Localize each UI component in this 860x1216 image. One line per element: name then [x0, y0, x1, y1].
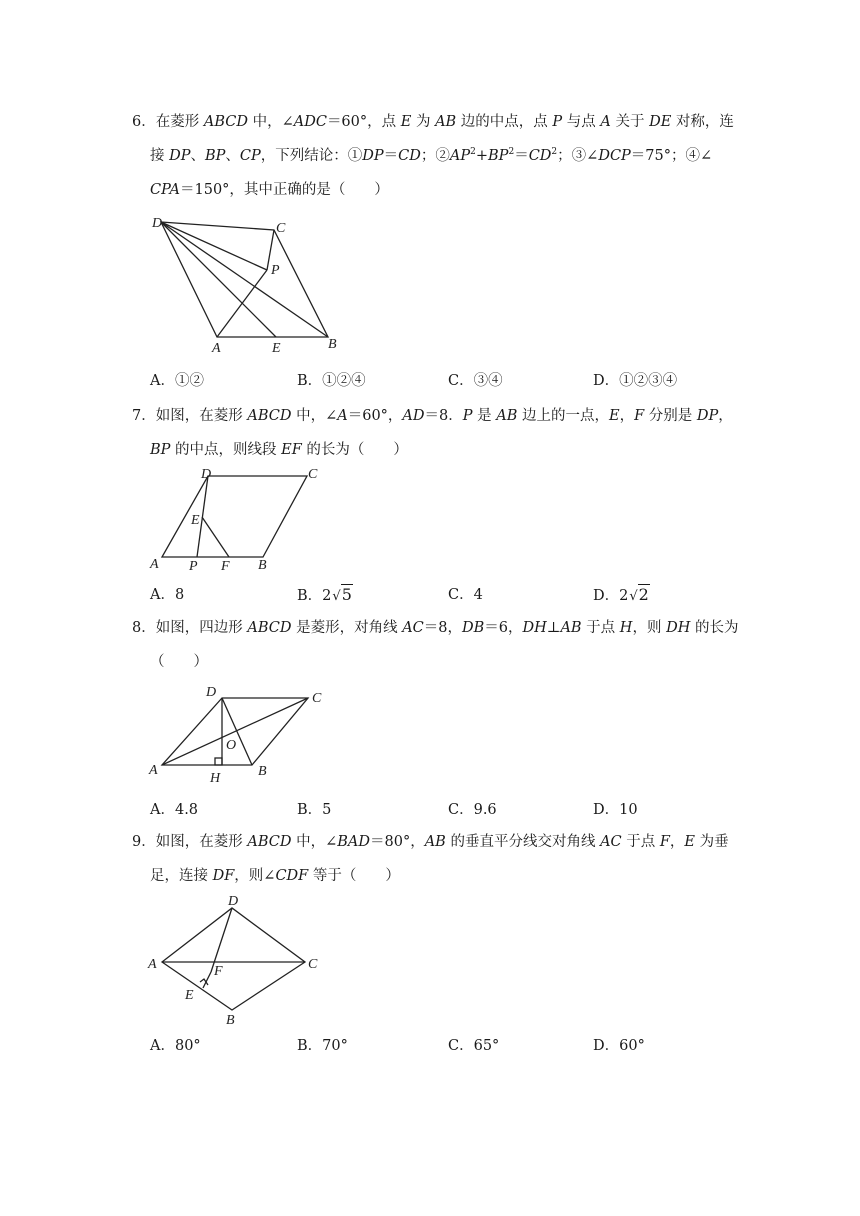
q8-text-line-1: 8．如图，四边形 ABCD 是菱形，对角线 AC＝8，DB＝6，DH⊥AB 于点 H，则 DH 的长为	[132, 620, 739, 636]
q9-option-c[interactable]: C．65°	[448, 1038, 500, 1054]
q8-label-o: O	[226, 738, 237, 753]
q8-option-c[interactable]: C．9.6	[448, 802, 497, 818]
q7-option-d-radicand: 2	[638, 585, 649, 604]
q9-label-c: C	[308, 957, 318, 972]
q9-label-a: A	[148, 957, 157, 972]
q7-label-f: F	[221, 559, 230, 574]
q8-label-h: H	[210, 771, 221, 786]
q9-option-b[interactable]: B．70°	[297, 1038, 348, 1054]
q8-figure	[140, 680, 340, 790]
q9-text-line-1: 9．如图，在菱形 ABCD 中，∠BAD＝80°，AB 的垂直平分线交对角线 AC 于点 F，E 为垂	[132, 834, 729, 850]
q7-label-c: C	[308, 467, 318, 482]
q6-option-c[interactable]: C．③④	[448, 373, 503, 389]
q7-option-b-radicand: 5	[341, 585, 352, 604]
q9-option-a[interactable]: A．80°	[150, 1038, 201, 1054]
q8-label-d: D	[206, 685, 217, 700]
q8-option-a[interactable]: A．4.8	[150, 802, 199, 818]
q8-text-line-2: （ ）	[150, 654, 208, 670]
q7-option-c[interactable]: C．4	[448, 587, 483, 603]
q7-text-line-2: BP 的中点，则线段 EF 的长为（ ）	[150, 442, 408, 458]
sqrt-symbol: √	[629, 589, 638, 604]
q9-option-d[interactable]: D．60°	[593, 1038, 645, 1054]
q6-text-line-2: 接 DP、BP、CP，下列结论：①DP＝CD；$②AP^2+BP^2=CD^2$；③∠DCP＝75°；④∠	[150, 147, 713, 164]
q9-text-line-2: 足，连接 DF，则∠CDF 等于（ ）	[150, 868, 400, 884]
q6-option-d[interactable]: D．①②③④	[593, 373, 678, 389]
q7-label-b: B	[258, 558, 267, 573]
q7-text-line-1: 7．如图，在菱形 ABCD 中，∠A＝60°，AD＝8．P 是 AB 边上的一点，E，F 分别是 DP，	[132, 408, 733, 424]
q8-label-b: B	[258, 764, 267, 779]
q8-option-d[interactable]: D．10	[593, 802, 638, 818]
q9-label-e: E	[185, 988, 194, 1003]
q6-text-line-1: 6．在菱形 ABCD 中，∠ADC＝60°，点 E 为 AB 边的中点，点 P 与点 A 关于 DE 对称，连	[132, 114, 734, 130]
q8-label-a: A	[149, 763, 158, 778]
q6-label-d: D	[152, 216, 163, 231]
q9-label-b: B	[226, 1013, 235, 1028]
q6-label-a: A	[212, 341, 221, 356]
q7-option-b[interactable]: B．2√5	[297, 585, 353, 607]
q7-label-d: D	[201, 467, 212, 482]
q6-text-line-3: CPA＝150°，其中正确的是（ ）	[150, 182, 389, 198]
q8-option-b[interactable]: B．5	[297, 802, 332, 818]
q7-label-a: A	[150, 557, 159, 572]
q6-option-a[interactable]: A．①②	[150, 373, 204, 389]
q7-option-a[interactable]: A．8	[150, 587, 185, 603]
q6-label-p: P	[271, 263, 280, 278]
q9-figure	[140, 890, 340, 1030]
q9-label-f: F	[214, 964, 223, 979]
q6-label-e: E	[272, 341, 281, 356]
q7-label-e: E	[191, 513, 200, 528]
q7-option-d[interactable]: D．2√2	[593, 585, 650, 607]
q8-label-c: C	[312, 691, 322, 706]
q9-label-d: D	[228, 894, 239, 909]
sqrt-symbol: √	[332, 589, 341, 604]
q7-figure	[140, 462, 340, 577]
q6-option-b[interactable]: B．①②④	[297, 373, 366, 389]
q6-label-b: B	[328, 337, 337, 352]
q7-label-p: P	[189, 559, 198, 574]
q6-label-c: C	[276, 221, 286, 236]
q6-figure	[140, 210, 360, 360]
